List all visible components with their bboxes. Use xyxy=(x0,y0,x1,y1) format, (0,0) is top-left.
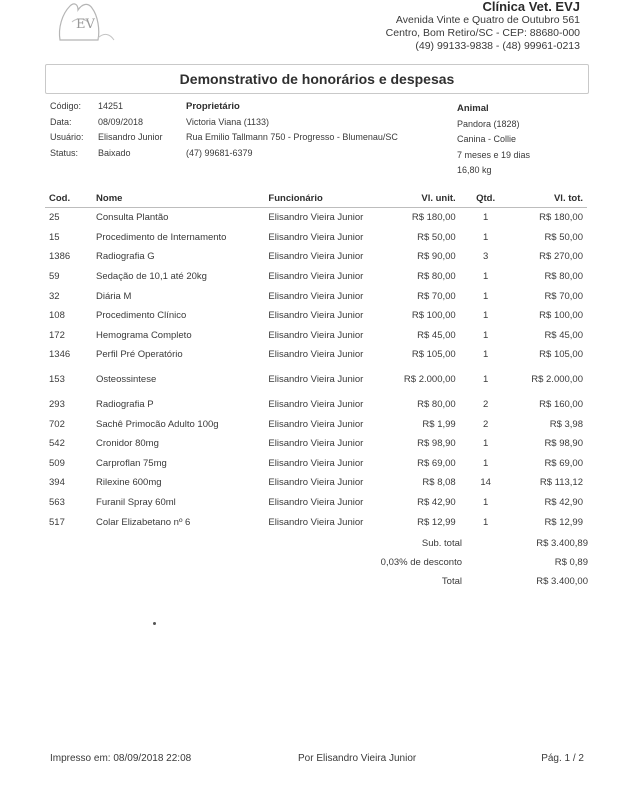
cell-funcionario: Elisandro Vieira Junior xyxy=(268,438,364,450)
cell-qtd: 2 xyxy=(482,418,489,430)
table-row xyxy=(45,365,587,395)
cell-tot: R$ 2.000,00 xyxy=(531,374,583,386)
cell-unit: R$ 80,00 xyxy=(417,399,456,411)
owner-address: Rua Emilio Tallmann 750 - Progresso - Blumenau/SC xyxy=(186,132,398,142)
page-number: Pág. 1 / 2 xyxy=(541,753,584,764)
codigo-value: 14251 xyxy=(98,101,124,111)
totals-block xyxy=(300,534,588,591)
cell-tot: R$ 50,00 xyxy=(544,231,583,243)
cell-unit: R$ 2.000,00 xyxy=(403,373,456,385)
cell-tot: R$ 100,00 xyxy=(539,310,583,322)
cell-tot: R$ 180,00 xyxy=(539,212,583,224)
clinic-header xyxy=(386,0,580,53)
cell-tot: R$ 270,00 xyxy=(539,251,583,263)
table-row xyxy=(45,267,587,287)
cell-qtd: 1 xyxy=(482,457,489,469)
discount-label: 0,03% de desconto xyxy=(380,557,462,568)
cell-cod: 542 xyxy=(49,438,65,450)
svg-text:EV: EV xyxy=(76,17,95,32)
cell-qtd: 3 xyxy=(482,251,489,263)
cell-nome: Cronidor 80mg xyxy=(96,438,159,450)
cell-unit: R$ 50,00 xyxy=(417,231,456,243)
cell-qtd: 1 xyxy=(482,310,489,322)
subtotal-value: R$ 3.400,89 xyxy=(536,538,588,549)
discount-row xyxy=(300,553,588,572)
cell-funcionario: Elisandro Vieira Junior xyxy=(268,477,364,489)
cell-funcionario: Elisandro Vieira Junior xyxy=(268,212,364,224)
animal-weight: 16,80 kg xyxy=(457,165,492,175)
owner-info xyxy=(186,99,398,161)
cell-unit: R$ 42,90 xyxy=(417,497,456,509)
header-cod: Cod. xyxy=(45,190,92,208)
cell-cod: 153 xyxy=(49,374,65,386)
cell-cod: 394 xyxy=(49,477,65,489)
cell-nome: Colar Elizabetano nº 6 xyxy=(96,516,191,528)
cell-nome: Perfil Pré Operatório xyxy=(96,349,183,361)
cell-unit: R$ 105,00 xyxy=(411,349,456,361)
cell-tot: R$ 45,00 xyxy=(544,329,583,341)
total-label: Total xyxy=(441,576,462,587)
animal-breed: Canina - Collie xyxy=(457,134,517,144)
table-row xyxy=(45,208,587,228)
cell-tot: R$ 42,90 xyxy=(544,497,583,509)
meta-labels xyxy=(50,99,84,161)
cell-tot: R$ 105,00 xyxy=(539,349,583,361)
cell-tot: R$ 160,00 xyxy=(539,399,583,411)
table-row xyxy=(45,286,587,306)
usuario-label: Usuário: xyxy=(50,132,84,142)
items-table xyxy=(45,190,587,532)
cell-nome: Rilexine 600mg xyxy=(96,477,162,489)
table-row xyxy=(45,454,587,474)
cell-qtd: 1 xyxy=(482,374,489,386)
table-row xyxy=(45,326,587,346)
cell-funcionario: Elisandro Vieira Junior xyxy=(268,251,364,263)
header-unit: Vl. unit. xyxy=(385,190,459,208)
header-funcionario: Funcionário xyxy=(264,190,385,208)
cell-tot: R$ 80,00 xyxy=(544,271,583,283)
printed-at: Impresso em: 08/09/2018 22:08 xyxy=(50,753,192,764)
header-tot: Vl. tot. xyxy=(512,190,587,208)
table-row xyxy=(45,306,587,326)
printed-by: Por Elisandro Vieira Junior xyxy=(298,753,417,764)
document-title: Demonstrativo de honorários e despesas xyxy=(45,64,589,94)
discount-value: R$ 0,89 xyxy=(554,557,588,568)
table-row xyxy=(45,434,587,454)
cell-cod: 172 xyxy=(49,329,65,341)
cell-funcionario: Elisandro Vieira Junior xyxy=(268,497,364,509)
meta-values xyxy=(98,99,163,161)
cell-unit: R$ 90,00 xyxy=(417,251,456,263)
cell-funcionario: Elisandro Vieira Junior xyxy=(268,231,364,243)
subtotal-row xyxy=(300,534,588,553)
animal-heading: Animal xyxy=(457,103,489,114)
cell-unit: R$ 45,00 xyxy=(417,329,456,341)
usuario-value: Elisandro Junior xyxy=(98,132,163,142)
cell-cod: 702 xyxy=(49,418,65,430)
cell-funcionario: Elisandro Vieira Junior xyxy=(268,271,364,283)
clinic-city: Centro, Bom Retiro/SC - CEP: 88680-000 xyxy=(385,27,580,39)
cell-cod: 509 xyxy=(49,457,65,469)
animal-info xyxy=(457,101,530,179)
cell-cod: 108 xyxy=(49,310,65,322)
cell-cod: 25 xyxy=(49,212,60,224)
cell-tot: R$ 3,98 xyxy=(549,418,583,430)
cell-cod: 517 xyxy=(49,516,65,528)
cell-funcionario: Elisandro Vieira Junior xyxy=(268,374,364,386)
subtotal-label: Sub. total xyxy=(421,538,462,549)
cell-qtd: 1 xyxy=(482,438,489,450)
cell-qtd: 1 xyxy=(482,329,489,341)
cell-qtd: 1 xyxy=(482,231,489,243)
table-row xyxy=(45,228,587,248)
cell-nome: Osteossintese xyxy=(96,374,157,386)
cell-funcionario: Elisandro Vieira Junior xyxy=(268,290,364,302)
cell-qtd: 1 xyxy=(482,497,489,509)
table-row xyxy=(45,493,587,513)
table-row xyxy=(45,247,587,267)
speck-mark xyxy=(153,622,156,625)
table-row xyxy=(45,473,587,493)
owner-heading: Proprietário xyxy=(186,101,240,112)
cell-cod: 293 xyxy=(49,399,65,411)
cell-funcionario: Elisandro Vieira Junior xyxy=(268,418,364,430)
cell-nome: Sachê Primocão Adulto 100g xyxy=(96,418,219,430)
cell-unit: R$ 8,08 xyxy=(422,477,456,489)
data-label: Data: xyxy=(50,116,72,127)
cell-tot: R$ 98,90 xyxy=(544,438,583,450)
cell-cod: 1386 xyxy=(49,251,71,263)
table-row xyxy=(45,345,587,365)
cell-cod: 32 xyxy=(49,290,60,302)
header-nome: Nome xyxy=(92,190,264,208)
cell-funcionario: Elisandro Vieira Junior xyxy=(268,399,364,411)
cell-unit: R$ 69,00 xyxy=(417,457,456,469)
cell-nome: Radiografia P xyxy=(96,399,154,411)
status-label: Status: xyxy=(50,147,79,158)
table-header-row xyxy=(45,190,587,208)
header-qtd: Qtd. xyxy=(460,190,512,208)
cell-tot: R$ 70,00 xyxy=(544,290,583,302)
cell-qtd: 1 xyxy=(482,271,489,283)
cell-unit: R$ 100,00 xyxy=(411,310,456,322)
owner-name: Victoria Viana (1133) xyxy=(186,116,270,127)
total-row xyxy=(300,572,588,591)
cell-cod: 15 xyxy=(49,231,60,243)
table-row xyxy=(45,414,587,434)
table-row xyxy=(45,395,587,415)
cell-tot: R$ 12,99 xyxy=(544,516,583,528)
cell-qtd: 14 xyxy=(480,477,491,489)
cell-cod: 563 xyxy=(49,497,65,509)
cell-funcionario: Elisandro Vieira Junior xyxy=(268,457,364,469)
cell-funcionario: Elisandro Vieira Junior xyxy=(268,310,364,322)
cell-nome: Sedação de 10,1 até 20kg xyxy=(96,271,207,283)
cell-unit: R$ 1,99 xyxy=(422,418,456,430)
data-value: 08/09/2018 xyxy=(98,116,144,127)
animal-name: Pandora (1828) xyxy=(457,118,520,129)
clinic-phones: (49) 99133-9838 - (48) 99961-0213 xyxy=(415,40,580,52)
cell-cod: 59 xyxy=(49,271,60,283)
table-row xyxy=(45,512,587,532)
cell-nome: Procedimento de Internamento xyxy=(96,231,227,243)
owner-phone: (47) 99681-6379 xyxy=(186,147,253,158)
cell-qtd: 1 xyxy=(482,212,489,224)
status-value: Baixado xyxy=(98,147,131,158)
clinic-name: Clínica Vet. EVJ xyxy=(482,0,580,14)
cell-tot: R$ 69,00 xyxy=(544,457,583,469)
total-value: R$ 3.400,00 xyxy=(536,576,588,587)
cell-tot: R$ 113,12 xyxy=(539,477,583,489)
cell-nome: Radiografia G xyxy=(96,251,155,263)
cell-nome: Hemograma Completo xyxy=(96,329,192,341)
cell-qtd: 1 xyxy=(482,349,489,361)
cell-cod: 1346 xyxy=(49,349,71,361)
cell-unit: R$ 180,00 xyxy=(411,212,456,224)
cell-unit: R$ 12,99 xyxy=(417,516,456,528)
cell-qtd: 1 xyxy=(482,290,489,302)
cell-qtd: 1 xyxy=(482,516,489,528)
cell-funcionario: Elisandro Vieira Junior xyxy=(268,329,364,341)
cell-unit: R$ 80,00 xyxy=(417,271,456,283)
cell-unit: R$ 98,90 xyxy=(417,438,456,450)
cell-nome: Consulta Plantão xyxy=(96,212,169,224)
cell-funcionario: Elisandro Vieira Junior xyxy=(268,349,364,361)
cell-unit: R$ 70,00 xyxy=(417,290,456,302)
cell-nome: Diária M xyxy=(96,290,132,302)
cell-nome: Carproflan 75mg xyxy=(96,457,167,469)
codigo-label: Código: xyxy=(50,101,82,111)
clinic-address: Avenida Vinte e Quatro de Outubro 561 xyxy=(395,14,580,26)
animal-age: 7 meses e 19 dias xyxy=(457,149,531,160)
cell-nome: Furanil Spray 60ml xyxy=(96,497,176,509)
cell-nome: Procedimento Clínico xyxy=(96,310,187,322)
cell-qtd: 2 xyxy=(482,399,489,411)
cell-funcionario: Elisandro Vieira Junior xyxy=(268,516,364,528)
clinic-logo-icon xyxy=(48,0,120,44)
